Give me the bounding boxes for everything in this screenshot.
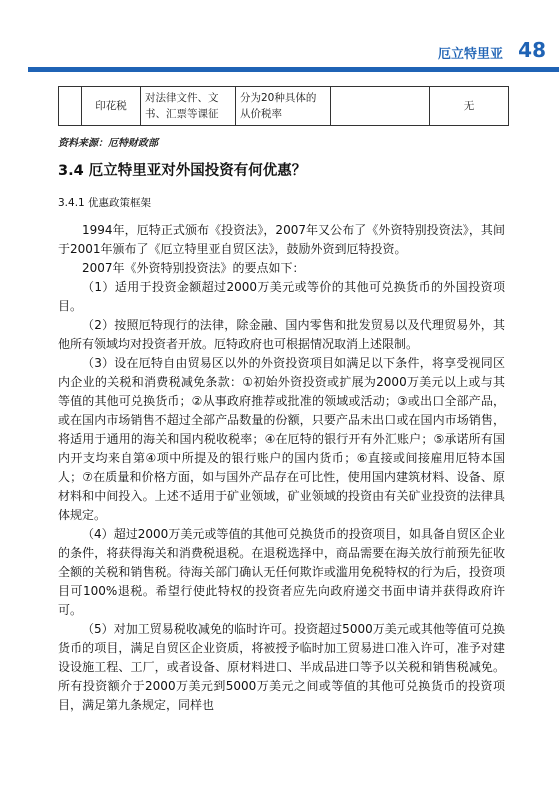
header-rule — [28, 67, 559, 72]
section-title: 3.4 厄立特里亚对外国投资有何优惠？ — [58, 163, 307, 179]
table-cell: 印花税 — [82, 87, 141, 126]
paragraph: （2）按照厄特现行的法律，除金融、国内零售和批发贸易以及代理贸易外，其他所有领域均对投资者开放。厄特政府也可根据情况取消上述限制。 — [58, 318, 505, 351]
paragraph: 1994年，厄特正式颁布《投资法》，2007年又公布了《外资特别投资法》，其间于2001年颁布了《厄立特里亚自贸区法》，鼓励外资到厄特投资。 — [58, 223, 505, 256]
table-row — [59, 87, 509, 126]
tax-table — [58, 86, 509, 126]
paragraph: （5）对加工贸易税收减免的临时许可。投资超过5000万美元或其他等值可兑换货币的项目，满足自贸区企业资质，将被授予临时加工贸易进口准入许可，准予对建设设施工程、工厂，或者设备、原材料进口、半成品进口等予以关税和销售税减免。所有投资额介于2000万美元到5000万美元之间或等值的其他可兑换货币的投资项目，满足第九条规定，同样也 — [58, 622, 505, 712]
paragraph: 2007年《外资特别投资法》的要点如下： — [82, 261, 305, 275]
table-cell — [59, 87, 82, 126]
paragraph: （4）超过2000万美元或等值的其他可兑换货币的投资项目，如具备自贸区企业的条件，将获得海关和消费税退税。在退税选择中，商品需要在海关放行前预先征收全额的关税和销售税。待海关部门确认无任何欺诈或滥用免税特权的行为后，投资项目可100%退税。希望行使此特权的投资者应先向政府递交书面申请并获得政府许可。 — [58, 527, 505, 617]
running-header-title: 厄立特里亚 — [437, 47, 503, 62]
table-cell — [331, 87, 430, 126]
page-number: 48 — [518, 38, 546, 62]
source-note: 资料来源：厄特财政部 — [58, 138, 158, 149]
paragraph: （3）设在厄特自由贸易区以外的外资投资项目如满足以下条件，将享受视同区内企业的关税和消费税减免条款：①初始外资投资或扩展为2000万美元以上或与其等值的其他可兑换货币；②从事政府推荐或批准的领域或活动；③或出口全部产品，或在国内市场销售不超过全部产品数量的份额，只要产品未出口或在国内市场销售，将适用于通用的海关和国内税收税率；④在厄特的银行开有外汇账户；⑤承诺所有国内开支均来自第④项中所提及的银行账户的国内货币；⑥直接或间接雇用厄特本国人；⑦在质量和价格方面，如与国外产品存在可比性，使用国内建筑材料、设备、原材料和中间投入。上述不适用于矿业领域，矿业领域的投资由有关矿业投资的法律具体规定。 — [58, 356, 505, 522]
table-cell: 对法律文件、文书、汇票等课征 — [141, 87, 236, 126]
table-cell: 无 — [430, 87, 509, 126]
paragraph: （1）适用于投资金额超过2000万美元或等价的其他可兑换货币的外国投资项目。 — [58, 280, 505, 313]
table-cell: 分为20种具体的从价税率 — [236, 87, 331, 126]
body-text — [58, 221, 505, 715]
subsection-title: 3.4.1 优惠政策框架 — [58, 197, 152, 209]
